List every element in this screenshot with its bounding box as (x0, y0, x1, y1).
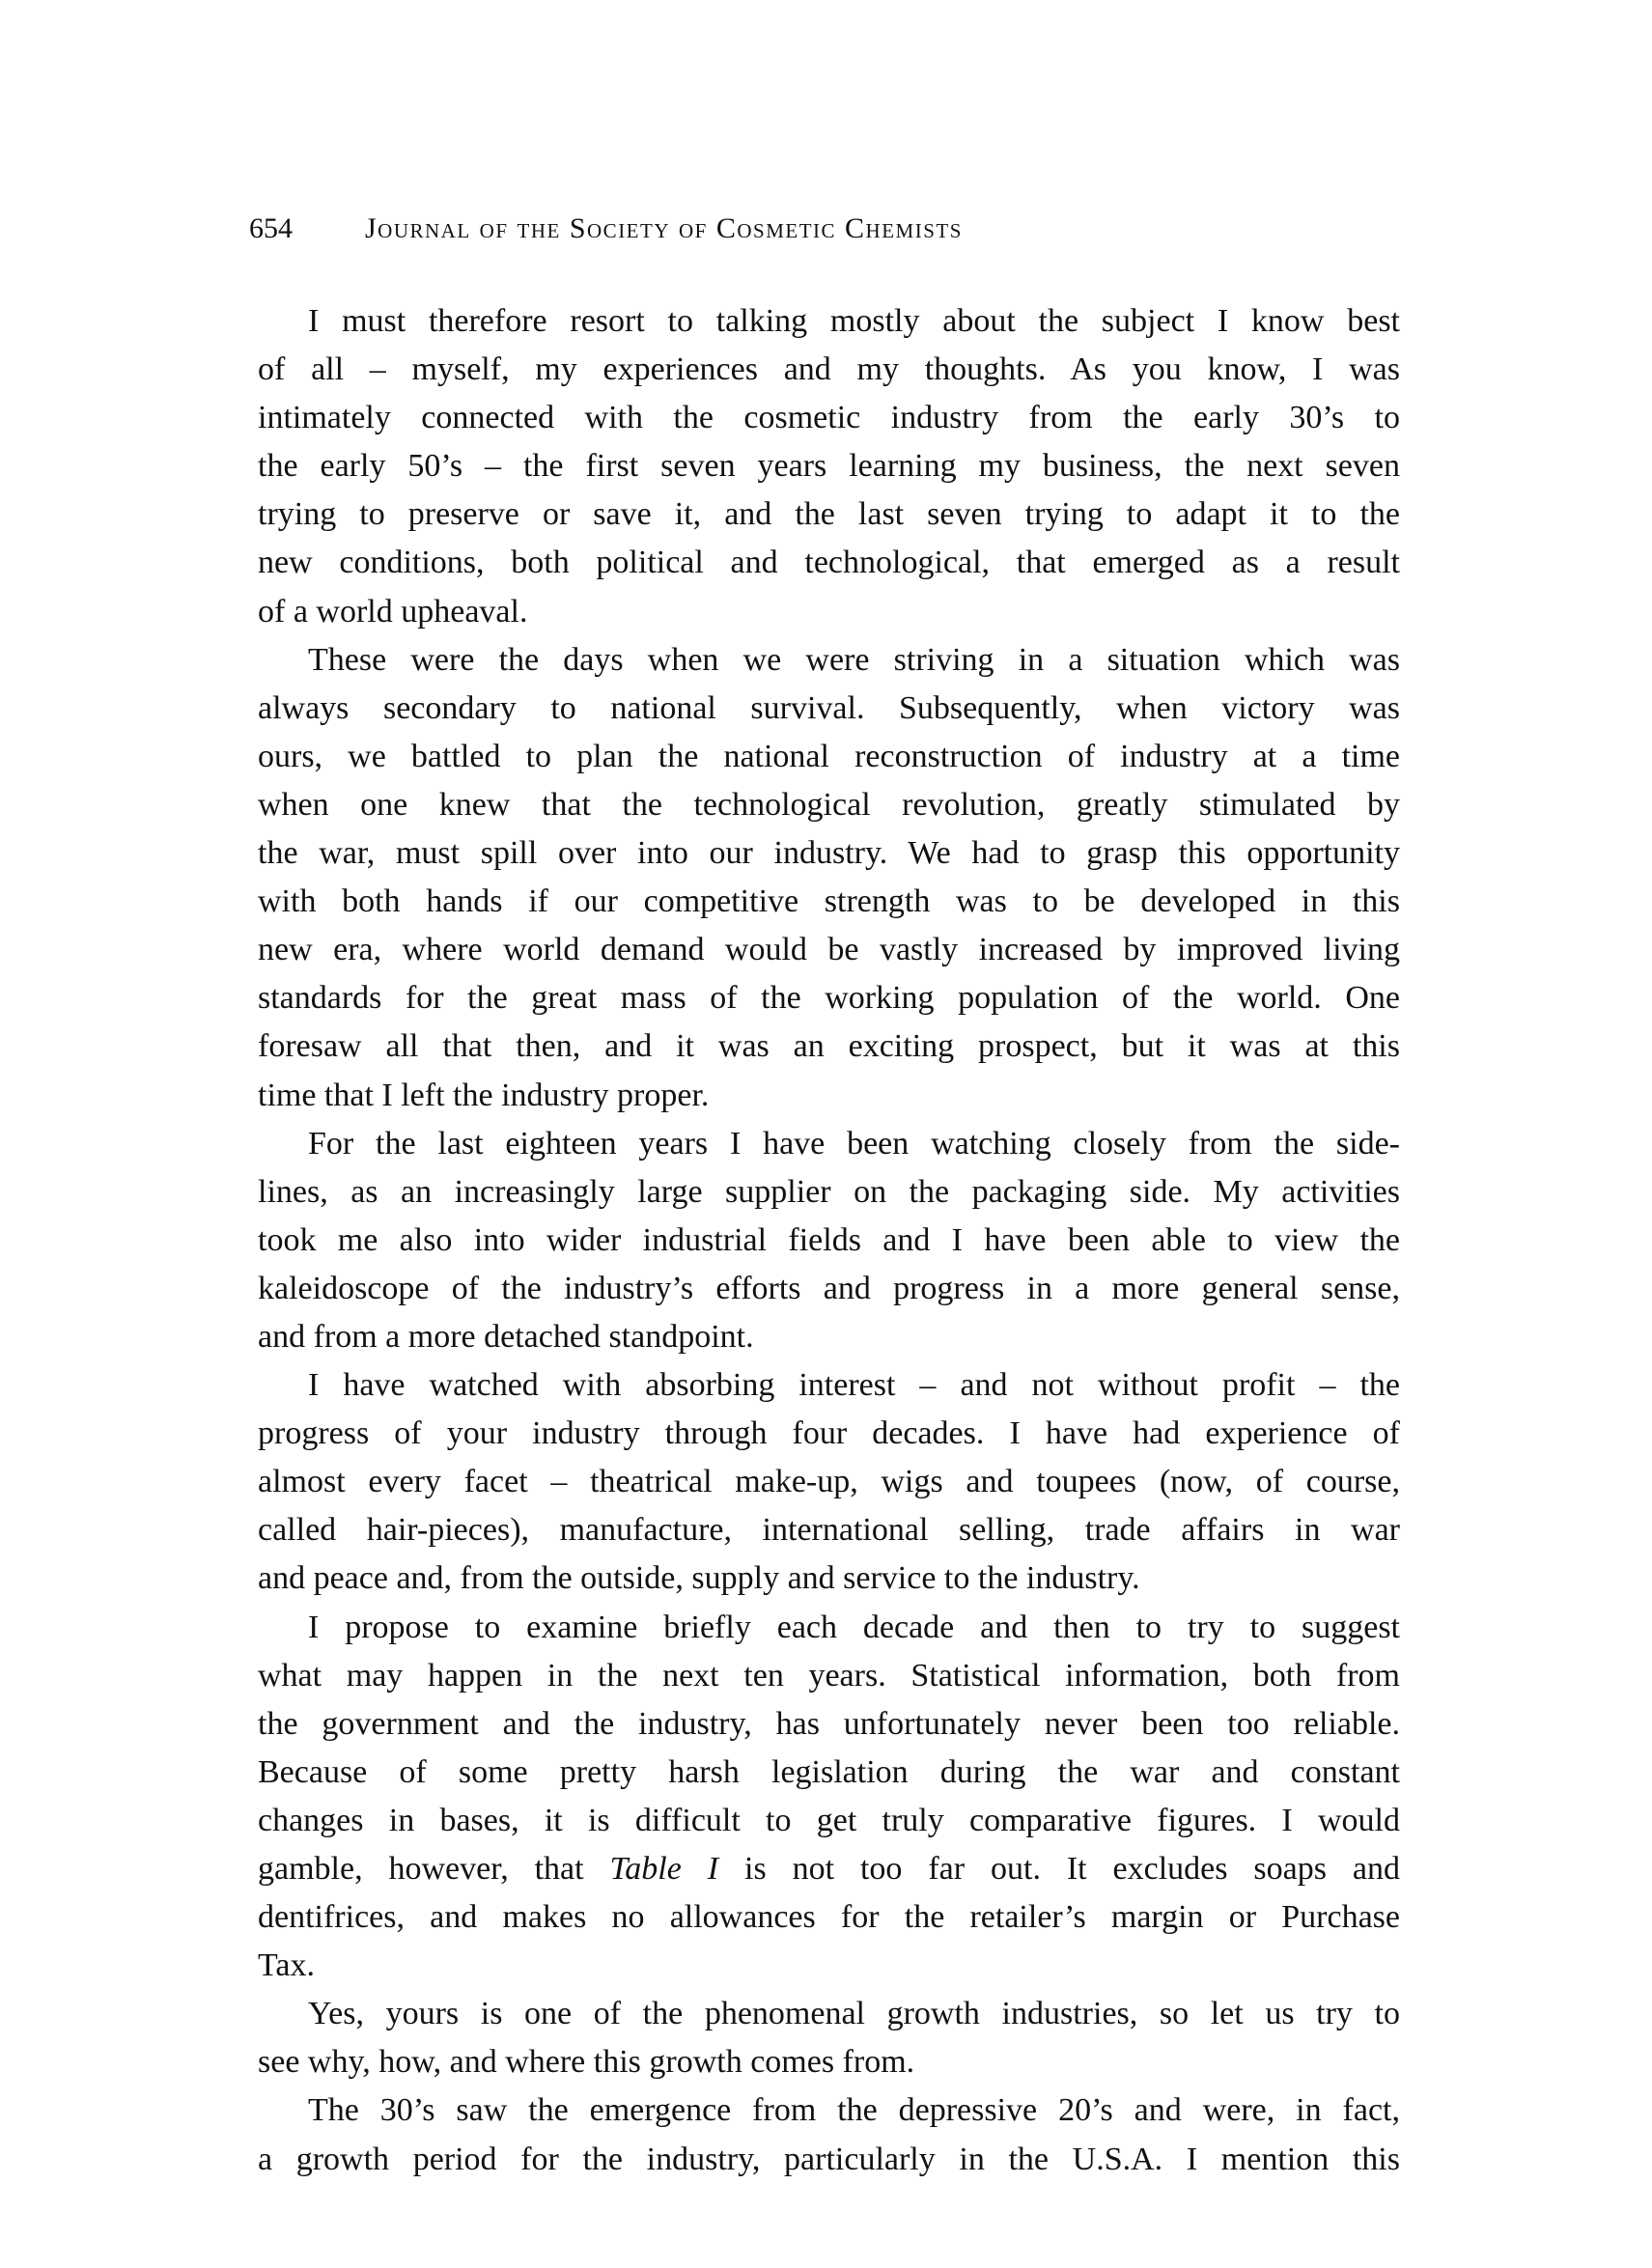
text-line: of a world upheaval. (258, 593, 528, 630)
text-line: intimately connected with the cosmetic industry from the early 30’s to (258, 400, 1400, 436)
text-line: progress of your industry through four decades. I have had experience of (258, 1415, 1400, 1452)
text-line: always secondary to national survival. Subsequently, when victory was (258, 689, 1400, 726)
running-header-journal-title: Journal of the Society of Cosmetic Chemists (365, 212, 963, 244)
text-line: and peace and, from the outside, supply and service to the industry. (258, 1560, 1140, 1597)
text-line: I have watched with absorbing interest – and not without profit – the (308, 1367, 1400, 1404)
text-line: foresaw all that then, and it was an exciting prospect, but it was at this (258, 1028, 1400, 1065)
text-line: changes in bases, it is difficult to get truly comparative figures. I would (258, 1802, 1400, 1838)
text-line: almost every facet – theatrical make-up, wigs and toupees (now, of course, (258, 1464, 1400, 1500)
text-line: Tax. (258, 1947, 315, 1984)
text-line: new era, where world demand would be vastly increased by improved living (258, 932, 1400, 968)
text-line: kaleidoscope of the industry’s efforts and progress in a more general sense, (258, 1270, 1400, 1306)
text-line: see why, how, and where this growth comes from. (258, 2044, 915, 2081)
text-line: trying to preserve or save it, and the last seven trying to adapt it to the (258, 496, 1400, 533)
text-line: the early 50’s – the first seven years learning my business, the next seven (258, 448, 1400, 485)
text-line: a growth period for the industry, particularly in the U.S.A. I mention this (258, 2141, 1400, 2177)
text-line: the war, must spill over into our industry. We had to grasp this opportunity (258, 835, 1400, 872)
text-line: dentifrices, and makes no allowances for the retailer’s margin or Purchase (258, 1899, 1400, 1936)
text-line: time that I left the industry proper. (258, 1077, 710, 1113)
text-line: new conditions, both political and technological, that emerged as a result (258, 545, 1400, 581)
text-line: of all – myself, my experiences and my thoughts. As you know, I was (258, 351, 1400, 388)
text-line: when one knew that the technological revolution, greatly stimulated by (258, 786, 1400, 823)
paragraph (258, 1990, 1400, 2086)
text-line: what may happen in the next ten years. Statistical information, both from (258, 1657, 1400, 1694)
paragraph (258, 297, 1400, 636)
text-line (258, 1845, 1400, 1893)
text-line: and from a more detached standpoint. (258, 1318, 754, 1355)
text-line: For the last eighteen years I have been watching closely from the side- (308, 1125, 1400, 1162)
paragraph (258, 1361, 1400, 1603)
article-body (258, 297, 1400, 2184)
paragraph (258, 636, 1400, 1120)
text-line: I must therefore resort to talking mostly about the subject I know best (308, 303, 1400, 339)
text-line: Yes, yours is one of the phenomenal growth industries, so let us try to (308, 1996, 1400, 2032)
text-line: lines, as an increasingly large supplier on the packaging side. My activities (258, 1173, 1400, 1210)
page-number: 654 (249, 212, 293, 244)
text-line: I propose to examine briefly each decade and then to try to suggest (308, 1609, 1400, 1645)
text-line: took me also into wider industrial fields and I have been able to view the (258, 1221, 1400, 1258)
paragraph (258, 1120, 1400, 1361)
text-line: standards for the great mass of the working population of the world. One (258, 980, 1400, 1017)
paragraph (258, 2086, 1400, 2183)
text-line: ours, we battled to plan the national reconstruction of industry at a time (258, 738, 1400, 774)
text-line: the government and the industry, has unfortunately never been too reliable. (258, 1705, 1400, 1742)
text-segment: is not too far out. It excludes soaps and (718, 1851, 1400, 1887)
text-line: The 30’s saw the emergence from the depressive 20’s and were, in fact, (308, 2092, 1400, 2129)
text-line: called hair-pieces), manufacture, international selling, trade affairs in war (258, 1512, 1400, 1549)
text-line: with both hands if our competitive strength was to be developed in this (258, 883, 1400, 920)
paragraph (258, 1604, 1400, 1991)
text-line: Because of some pretty harsh legislation during the war and constant (258, 1753, 1400, 1790)
text-line: These were the days when we were striving in a situation which was (308, 641, 1400, 678)
table-reference: Table I (609, 1851, 719, 1887)
text-segment: gamble, however, that (258, 1851, 610, 1887)
